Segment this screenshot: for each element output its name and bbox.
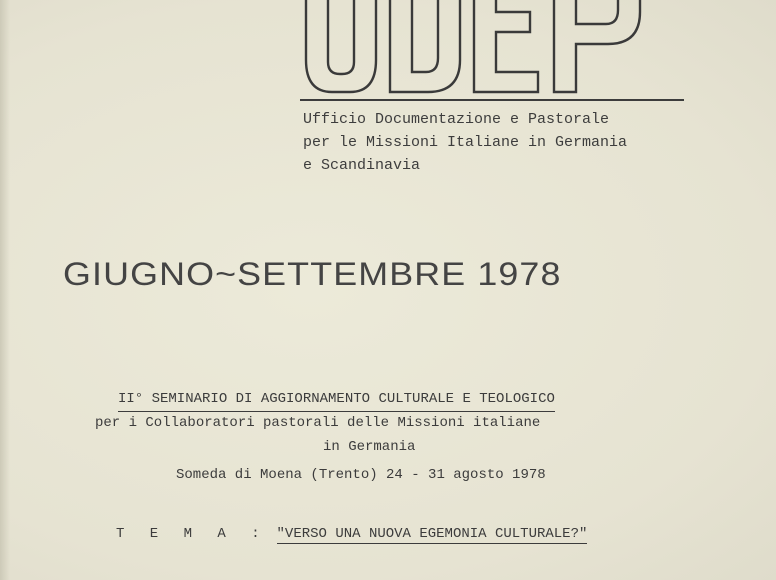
theme-text: "VERSO UNA NUOVA EGEMONIA CULTURALE?"	[276, 526, 588, 542]
office-line-2: per le Missioni Italiane in Germania	[303, 134, 628, 151]
page-edge-shadow	[0, 0, 10, 580]
seminar-country: in Germania	[323, 439, 416, 455]
theme-line	[116, 526, 587, 542]
office-line-3: e Scandinavia	[303, 157, 421, 174]
office-line-1: Ufficio Documentazione e Pastorale	[303, 111, 610, 128]
office-description	[303, 108, 627, 177]
udep-logo	[302, 0, 642, 102]
seminar-audience: per i Collaboratori pastorali delle Missioni italiane	[95, 415, 541, 431]
seminar-title: II° SEMINARIO DI AGGIORNAMENTO CULTURALE E TEOLOGICO	[118, 388, 555, 412]
issue-period: GIUGNO~SETTEMBRE 1978	[63, 256, 562, 292]
theme-label: T E M A :	[116, 526, 269, 542]
seminar-location-dates: Someda di Moena (Trento) 24 - 31 agosto 1978	[176, 467, 546, 483]
logo-divider	[300, 99, 684, 101]
